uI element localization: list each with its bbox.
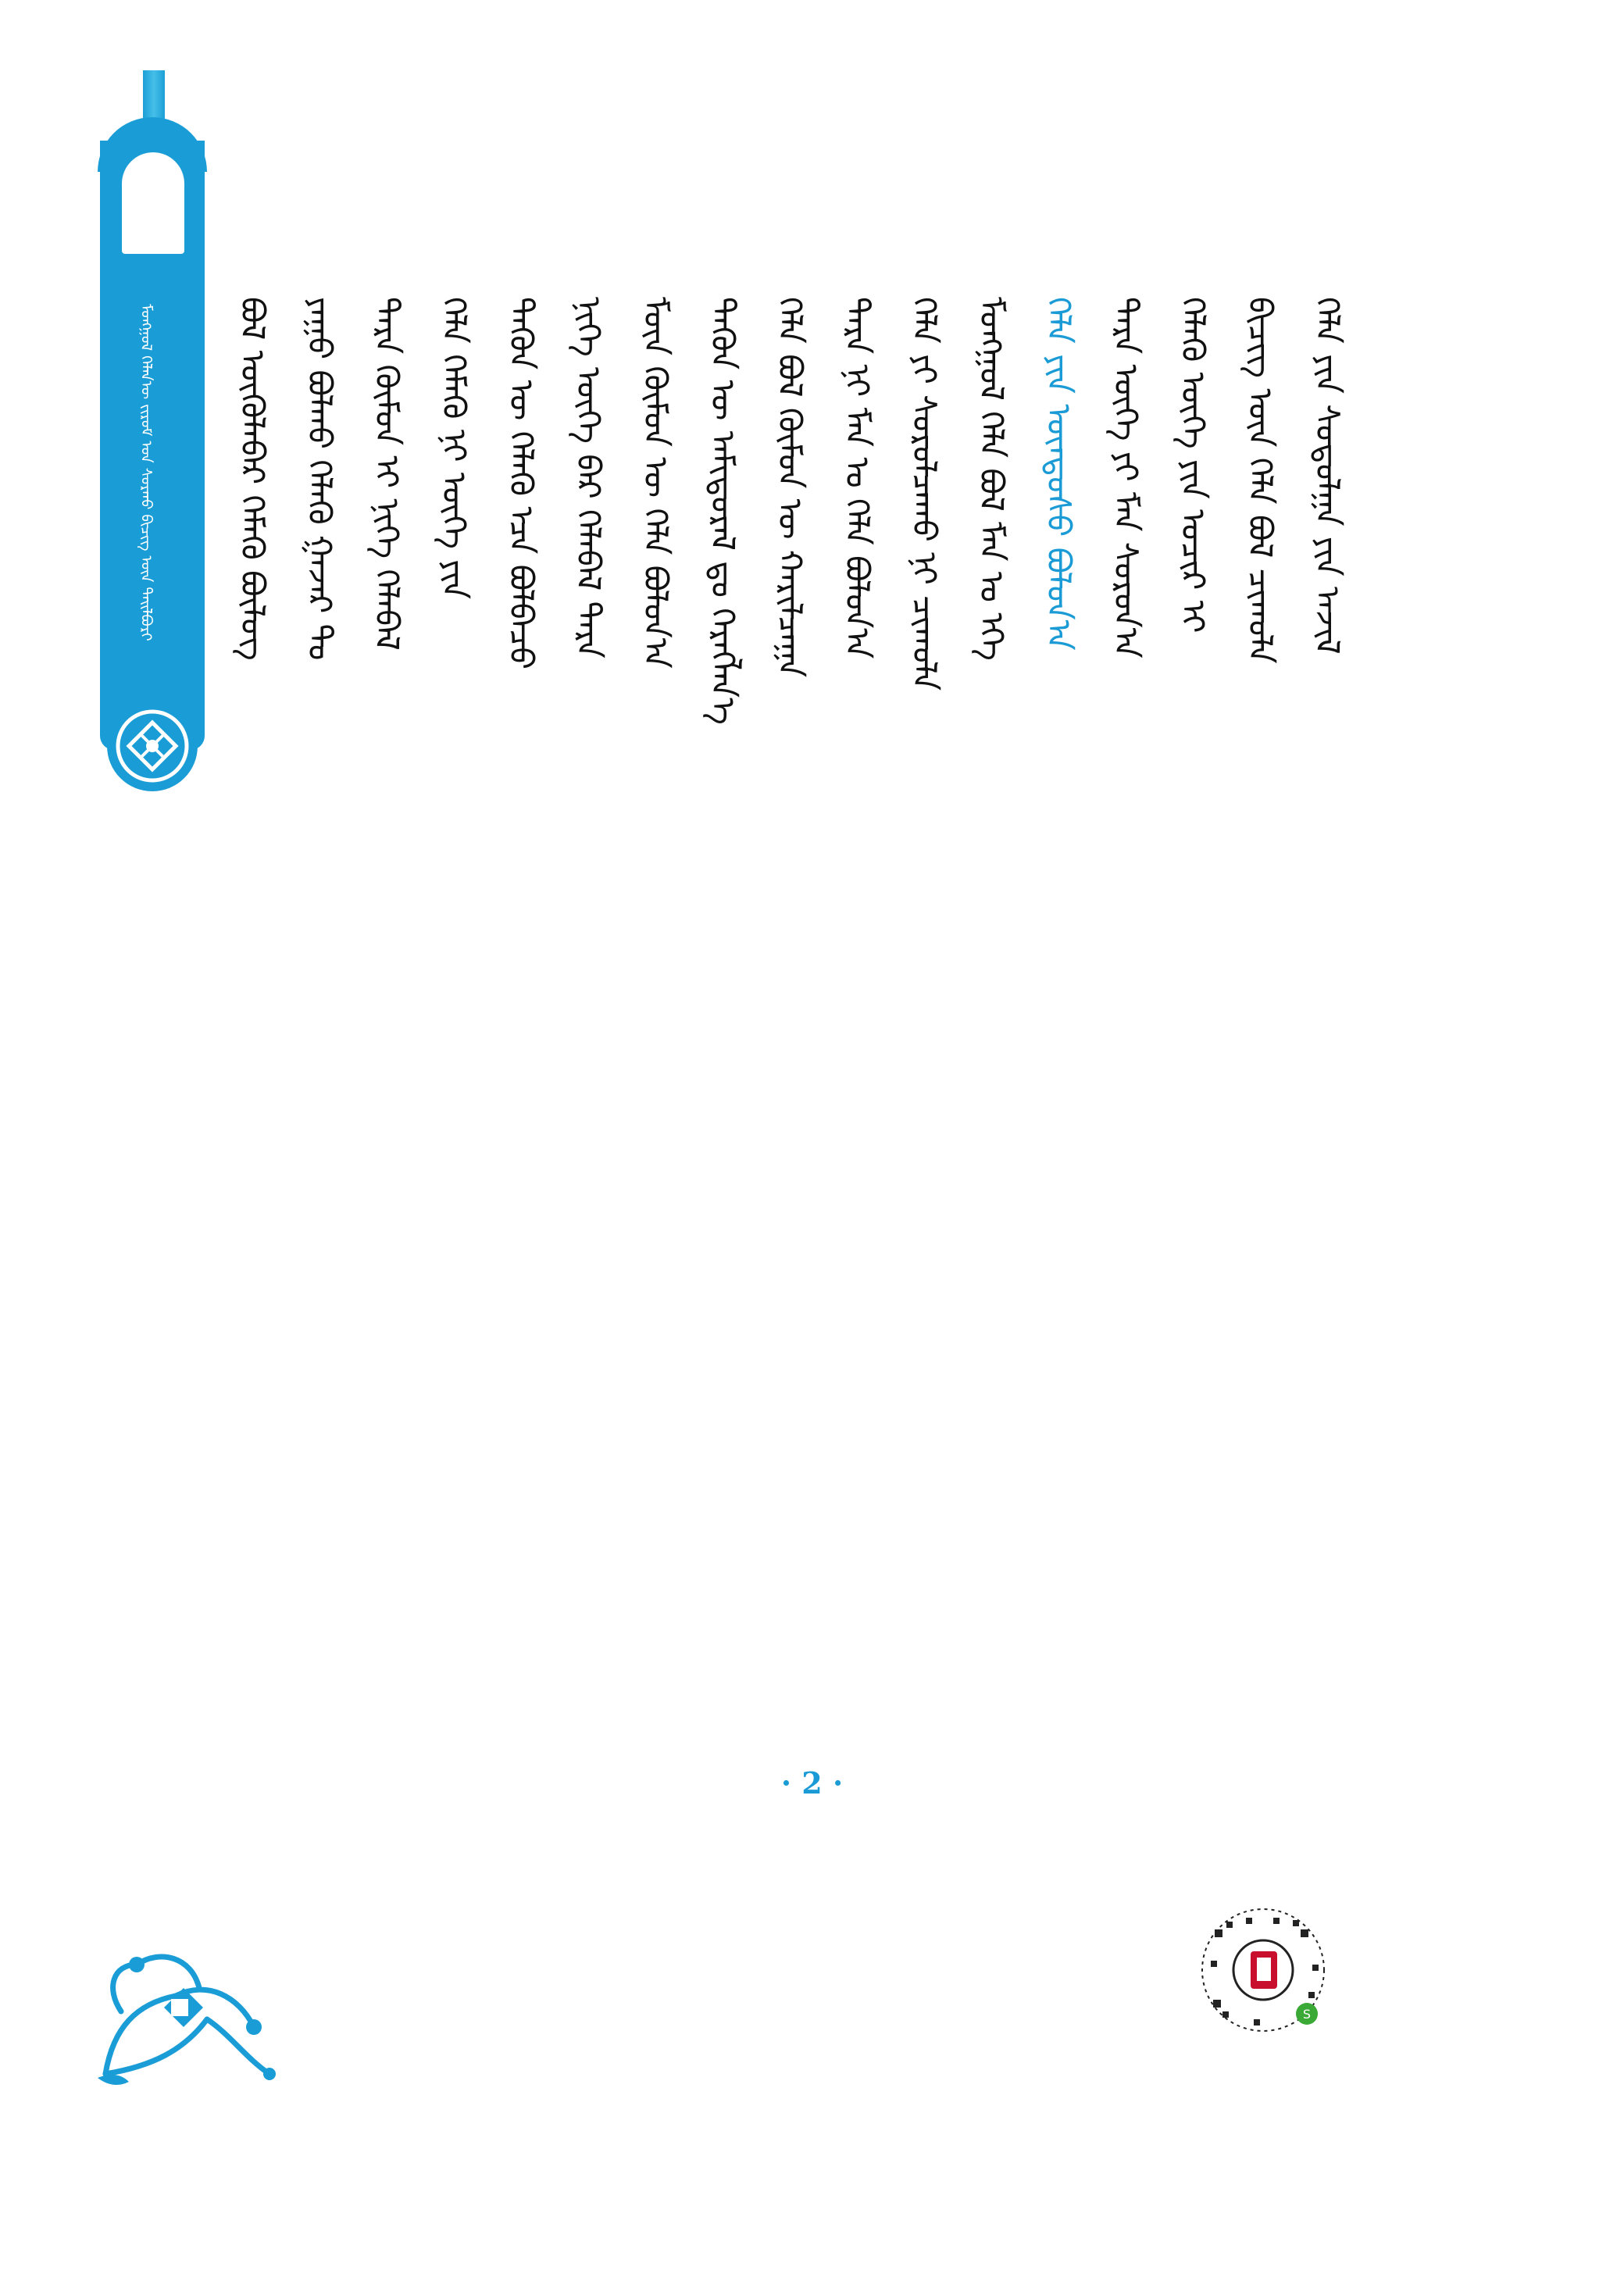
knot-ornament-icon [98,691,207,801]
text-column: ᠬᠡᠯᠡ ᠬᠡᠮᠡᠬᠦ ᠨᠢ ᠦᠭᠡ ᠶᠢᠨ [435,297,473,600]
text-column: ᠬᠡᠯᠡ ᠶᠢᠨ ᠰᠤᠳᠤᠯᠭᠠ ᠶᠢᠨ ᠠᠵᠢᠯ [1308,297,1347,655]
tab-window [122,152,184,254]
header-title: ᠮᠣᠩᠭᠣᠯ ᠬᠡᠯᠡᠨ᠎ᠦ ᠵᠢᠷᠤᠮ ᠤᠨ ᠰᠤᠷᠬᠤ ᠪᠢᠴᠢᠭ ᠦᠨ ᠲᠠᠢᠯᠪᠤᠷᠢ [137,304,155,641]
text-column: ᠬᠡᠯᠡᠬᠦ ᠦᠭᠡ ᠶᠢᠨ ᠤᠴᠢᠷ ᠢ [1174,297,1212,634]
text-column: ᠲᠡᠭᠦᠨ ᠦ ᠬᠡᠯᠡᠬᠦ ᠡᠴᠡ ᠪᠣᠯᠪᠠᠴᠤ [502,297,541,669]
text-column: ᠪᠣᠯ ᠦᠭᠦᠯᠡᠪᠡᠷ ᠬᠡᠮᠡᠬᠦ ᠪᠦᠯᠦᠭ [234,297,272,661]
text-column: ᠪᠢᠴᠢᠭ ᠦᠨ ᠬᠡᠯᠡ ᠪᠣᠯ ᠴᠢᠬᠤᠯᠠ [1241,297,1280,664]
page-number: · 2 · [780,1765,844,1801]
text-column: ᠬᠡᠯᠡ ᠪᠣᠯ ᠬᠦᠮᠦᠨ ᠦ ᠬᠠᠷᠢᠯᠴᠠᠭᠠ [771,297,809,678]
text-column: ᠶᠠᠭᠤ ᠪᠣᠯᠬᠤ ᠬᠡᠯᠡᠬᠦ ᠭᠠᠵᠠᠷ ᠲᠤ [301,297,339,661]
text-column: ᠮᠦᠨ ᠬᠦᠮᠦᠨ ᠦ ᠬᠡᠯᠡ ᠪᠣᠯᠤᠨ᠎ᠠ [637,297,675,669]
text-column: ᠬᠡᠯᠡ ᠶᠢ ᠰᠤᠷᠤᠯᠴᠠᠬᠤ ᠨᠢ ᠴᠢᠬᠤᠯᠠ [905,297,944,691]
text-column: ᠲᠡᠷᠡ ᠬᠦᠮᠦᠨ ᠢ ᠨᠢᠭᠡ ᠬᠡᠯᠡᠪᠡᠯ [368,297,406,651]
text-column: ᠨᠢᠭᠡ ᠦᠭᠡ ᠪᠡᠷ ᠬᠡᠯᠡᠪᠡᠯ ᠲᠡᠷᠡ [569,297,608,659]
text-column: ᠮᠣᠩᠭᠣᠯ ᠬᠡᠯᠡ ᠪᠣᠯ ᠮᠠᠨ ᠤ ᠡᠬᠡ [973,297,1011,661]
text-column: ᠲᠡᠭᠦᠨ ᠦ ᠠᠮᠢᠳᠤᠷᠠᠯ ᠳᠤ ᠬᠡᠷᠡᠭᠯᠡᠨ᠎ᠡ [704,297,742,725]
text-column: ᠲᠡᠷᠡ ᠨᠢ ᠮᠠᠨ ᠤ ᠬᠡᠯᠡ ᠪᠣᠯᠤᠨ᠎ᠠ [838,297,876,659]
corner-floral-ornament [90,1918,277,2090]
svg-text:S: S [1302,2007,1312,2022]
qr-code-icon [1199,1906,1328,2035]
text-column: ᠬᠡᠯᠡ ᠶᠢᠨ ᠦᠨᠳᠦᠰᠦ ᠪᠣᠯᠤᠨ᠎ᠠ [1040,297,1078,651]
text-column: ᠲᠡᠷᠡ ᠦᠭᠡ ᠶᠢ ᠮᠠᠨ ᠰᠤᠷᠤᠨ᠎ᠠ [1107,297,1145,659]
